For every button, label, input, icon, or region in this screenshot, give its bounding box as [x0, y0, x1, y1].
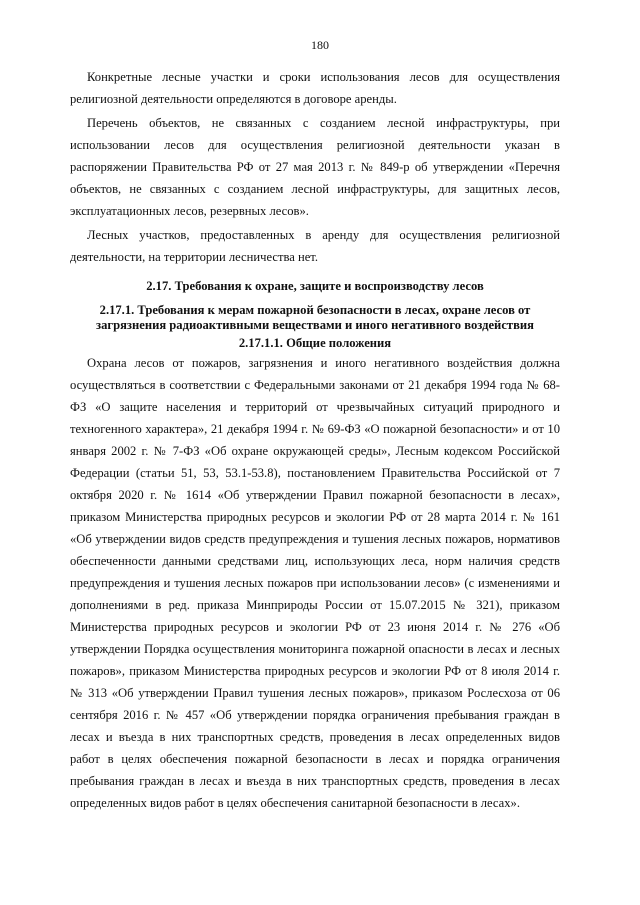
- section-heading-2-17: 2.17. Требования к охране, защите и воспроизводству лесов: [146, 279, 484, 293]
- page-number: 180: [311, 38, 329, 52]
- paragraph-objects-list: Перечень объектов, не связанных с созданием лесной инфраструктуры, при использовании лесов для осуществления религиозной деятельности указан в распоряжении Правительства РФ от 27 мая 2013 г. № 849-р об утверждении «Перечня объектов, не связанных с созданием лесной инфраструктуры, для защитных лесов, эксплуатационных лесов, резервных лесов».: [70, 116, 560, 218]
- section-heading-2-17-1: 2.17.1. Требования к мерам пожарной безопасности в лесах, охране лесов от загрязнения радиоактивными веществами и иного негативного воздействия: [96, 303, 534, 332]
- paragraph-general-provisions: Охрана лесов от пожаров, загрязнения и иного негативного воздействия должна осуществляться в соответствии с Федеральными законами от 21 декабря 1994 года № 68-ФЗ «О защите населения и территорий от чрезвычайных ситуаций природного и техногенного характера», 21 декабря 1994 г. № 69-ФЗ «О пожарной безопасности» и от 10 января 2002 г. № 7-ФЗ «Об охране окружающей среды», Лесным кодексом Российской Федерации (статьи 51, 53, 53.1-53.8), постановлением Правительства Российской от 7 октября 2020 г. № 1614 «Об утверждении Правил пожарной безопасности в лесах», приказом Министерства природных ресурсов и экологии РФ от 28 марта 2014 г. № 161 «Об утверждении видов средств предупреждения и тушения лесных пожаров, нормативов обеспеченности данными средствами лиц, использующих леса, норм наличия средств предупреждения и тушения лесных пожаров при использовании лесов» (с изменениями и дополнениями в ред. приказа Минприроды России от 15.07.2015 № 321), приказом Министерства природных ресурсов и экологии РФ от 23 июня 2014 г. № 276 «Об утверждении Порядка осуществления мониторинга пожарной опасности в лесах и лесных пожаров», приказом Министерства природных ресурсов и экологии РФ от 8 июля 2014 г. № 313 «Об утверждении Правил тушения лесных пожаров», приказом Рослесхоза от 06 сентября 2016 г. № 457 «Об утверждении порядка ограничения пребывания граждан в лесах и въезда в них транспортных средств, проведения в лесах определенных видов работ в целях обеспечения пожарной безопасности в лесах и порядка ограничения пребывания граждан в лесах и въезда в них транспортных средств, проведения в лесах определенных видов работ в целях обеспечения санитарной безопасности в лесах».: [70, 356, 560, 810]
- paragraph-no-leased-plots: Лесных участков, предоставленных в аренду для осуществления религиозной деятельности, на территории лесничества нет.: [70, 228, 560, 264]
- section-heading-2-17-1-1: 2.17.1.1. Общие положения: [238, 336, 392, 350]
- page-content: [70, 66, 560, 814]
- paragraph-lease-terms: Конкретные лесные участки и сроки использования лесов для осуществления религиозной деятельности определяются в договоре аренды.: [70, 70, 560, 106]
